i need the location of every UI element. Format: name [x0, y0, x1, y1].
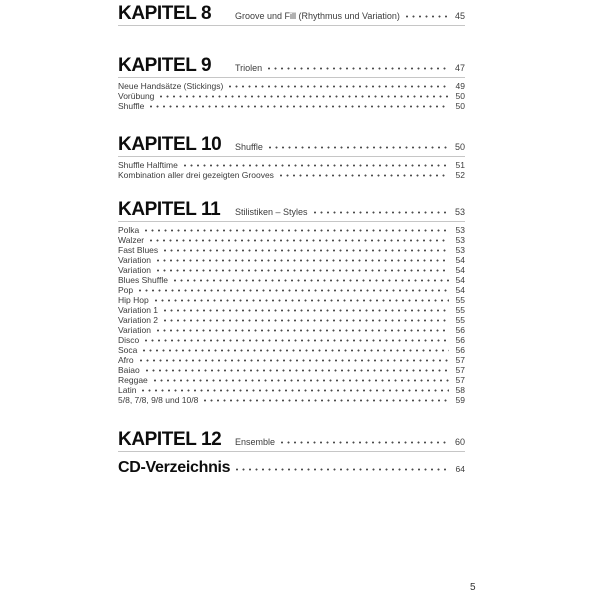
- entry-label: Neue Handsätze (Stickings): [118, 81, 224, 91]
- entry-label: Polka: [118, 225, 140, 235]
- chapter-subtitle: Groove und Fill (Rhythmus und Variation): [235, 11, 400, 21]
- chapter-page-number: 50: [454, 142, 465, 152]
- dot-leader: [155, 325, 449, 333]
- entry-label: Blues Shuffle: [118, 275, 168, 285]
- entry-page-number: 56: [455, 335, 465, 345]
- dot-leader: [137, 285, 449, 293]
- chapter-subtitle-row: [235, 63, 465, 73]
- section-divider-rule: [118, 25, 465, 26]
- dot-leader: [138, 355, 449, 363]
- dot-leader: [162, 245, 449, 253]
- entry-page-number: 53: [455, 235, 465, 245]
- entry-page-number: 55: [455, 305, 465, 315]
- entry-label: Walzer: [118, 235, 145, 245]
- toc-section: [118, 3, 465, 26]
- dot-leader: [155, 255, 449, 263]
- entry-page-number: 59: [455, 395, 465, 405]
- entry-page-number: 54: [455, 255, 465, 265]
- entry-label: Variation: [118, 255, 151, 265]
- dot-leader: [279, 437, 449, 445]
- dot-leader: [227, 81, 449, 89]
- entry-label: Hip Hop: [118, 295, 149, 305]
- entry-label: Variation: [118, 325, 151, 335]
- toc-entry: [118, 365, 465, 375]
- entry-label: Variation: [118, 265, 151, 275]
- chapter-subtitle-row: [235, 142, 465, 152]
- toc-entry: [118, 345, 465, 355]
- toc-entry: [118, 305, 465, 315]
- toc-section: [118, 134, 465, 180]
- chapter-heading: KAPITEL 9: [118, 55, 212, 76]
- dot-leader: [148, 101, 449, 109]
- entry-page-number: 56: [455, 345, 465, 355]
- entry-page-number: 53: [455, 245, 465, 255]
- chapter-heading: KAPITEL 8: [118, 3, 212, 24]
- toc-content: [118, 3, 465, 479]
- toc-entry: [118, 355, 465, 365]
- toc-entry: [118, 170, 465, 180]
- entry-page-number: 54: [455, 285, 465, 295]
- entry-page-number: 49: [455, 81, 465, 91]
- toc-entry: [118, 91, 465, 101]
- toc-section: [118, 199, 465, 405]
- dot-leader: [202, 395, 449, 403]
- dot-leader: [267, 142, 449, 150]
- dot-leader: [152, 375, 449, 383]
- entry-label: Soca: [118, 345, 138, 355]
- chapter-row: [118, 429, 465, 449]
- dot-leader: [158, 91, 449, 99]
- dot-leader: [143, 225, 449, 233]
- chapter-page-number: 53: [454, 207, 465, 217]
- entry-label: Vorübung: [118, 91, 155, 101]
- chapter-row: [118, 199, 465, 219]
- toc-entry: [118, 325, 465, 335]
- entry-page-number: 50: [455, 91, 465, 101]
- entry-label: Shuffle: [118, 101, 145, 111]
- toc-entry: [118, 285, 465, 295]
- toc-entry: [118, 275, 465, 285]
- dot-leader: [234, 464, 449, 472]
- entry-list: [118, 78, 465, 111]
- toc-entry: [118, 81, 465, 91]
- toc-sections: [118, 3, 465, 452]
- entry-label: Latin: [118, 385, 137, 395]
- entry-page-number: 50: [455, 101, 465, 111]
- entry-label: Baiao: [118, 365, 140, 375]
- toc-entry: [118, 375, 465, 385]
- toc-entry: [118, 160, 465, 170]
- dot-leader: [153, 295, 449, 303]
- entry-page-number: 57: [455, 365, 465, 375]
- chapter-row: [118, 3, 465, 23]
- dot-leader: [278, 170, 449, 178]
- toc-entry: [118, 245, 465, 255]
- entry-page-number: 57: [455, 375, 465, 385]
- chapter-page-number: 47: [454, 63, 465, 73]
- toc-entry: [118, 235, 465, 245]
- dot-leader: [140, 385, 449, 393]
- chapter-page-number: 45: [454, 11, 465, 21]
- dot-leader: [144, 365, 449, 373]
- entry-label: Variation 2: [118, 315, 159, 325]
- toc-section: [118, 429, 465, 452]
- toc-entry: [118, 395, 465, 405]
- chapter-subtitle-row: [235, 437, 465, 447]
- dot-leader: [162, 305, 449, 313]
- entry-list: [118, 222, 465, 405]
- entry-label: Variation 1: [118, 305, 159, 315]
- entry-page-number: 54: [455, 275, 465, 285]
- chapter-row: [118, 134, 465, 154]
- entry-page-number: 51: [455, 160, 465, 170]
- chapter-subtitle: Ensemble: [235, 437, 276, 447]
- dot-leader: [141, 345, 449, 353]
- entry-label: Reggae: [118, 375, 148, 385]
- entry-list: [118, 157, 465, 180]
- chapter-heading: KAPITEL 12: [118, 429, 222, 450]
- chapter-subtitle-row: [235, 207, 465, 217]
- chapter-subtitle: Triolen: [235, 63, 263, 73]
- dot-leader: [143, 335, 449, 343]
- toc-entry: [118, 315, 465, 325]
- entry-page-number: 55: [455, 315, 465, 325]
- toc-entry: [118, 335, 465, 345]
- toc-section: [118, 55, 465, 111]
- chapter-subtitle-row: [235, 11, 465, 21]
- entry-page-number: 57: [455, 355, 465, 365]
- toc-entry: [118, 265, 465, 275]
- entry-page-number: 58: [455, 385, 465, 395]
- dot-leader: [404, 11, 449, 19]
- toc-entry: [118, 101, 465, 111]
- dot-leader: [172, 275, 449, 283]
- dot-leader: [266, 63, 449, 71]
- dot-leader: [182, 160, 449, 168]
- entry-label: Pop: [118, 285, 134, 295]
- footer-page-number: 5: [470, 582, 476, 593]
- section-divider-rule: [118, 451, 465, 452]
- chapter-heading: KAPITEL 10: [118, 134, 222, 155]
- entry-label: 5/8, 7/8, 9/8 und 10/8: [118, 395, 199, 405]
- entry-page-number: 53: [455, 225, 465, 235]
- entry-label: Afro: [118, 355, 134, 365]
- chapter-page-number: 60: [454, 437, 465, 447]
- dot-leader: [162, 315, 449, 323]
- entry-page-number: 56: [455, 325, 465, 335]
- chapter-heading: KAPITEL 11: [118, 199, 221, 220]
- toc-entry: [118, 255, 465, 265]
- entry-label: Fast Blues: [118, 245, 159, 255]
- chapter-subtitle: Stilistiken – Styles: [235, 207, 308, 217]
- toc-entry: [118, 295, 465, 305]
- cd-verzeichnis-label: CD-Verzeichnis: [118, 459, 231, 476]
- toc-entry: [118, 225, 465, 235]
- entry-page-number: 54: [455, 265, 465, 275]
- dot-leader: [312, 207, 449, 215]
- entry-label: Kombination aller drei gezeigten Grooves: [118, 170, 274, 180]
- dot-leader: [155, 265, 449, 273]
- entry-page-number: 55: [455, 295, 465, 305]
- entry-label: Shuffle Halftime: [118, 160, 178, 170]
- cd-verzeichnis-page-number: 64: [455, 464, 465, 474]
- cd-verzeichnis-row: [118, 459, 465, 479]
- entry-page-number: 52: [455, 170, 465, 180]
- toc-entry: [118, 385, 465, 395]
- dot-leader: [148, 235, 449, 243]
- chapter-row: [118, 55, 465, 75]
- chapter-subtitle: Shuffle: [235, 142, 263, 152]
- entry-label: Disco: [118, 335, 140, 345]
